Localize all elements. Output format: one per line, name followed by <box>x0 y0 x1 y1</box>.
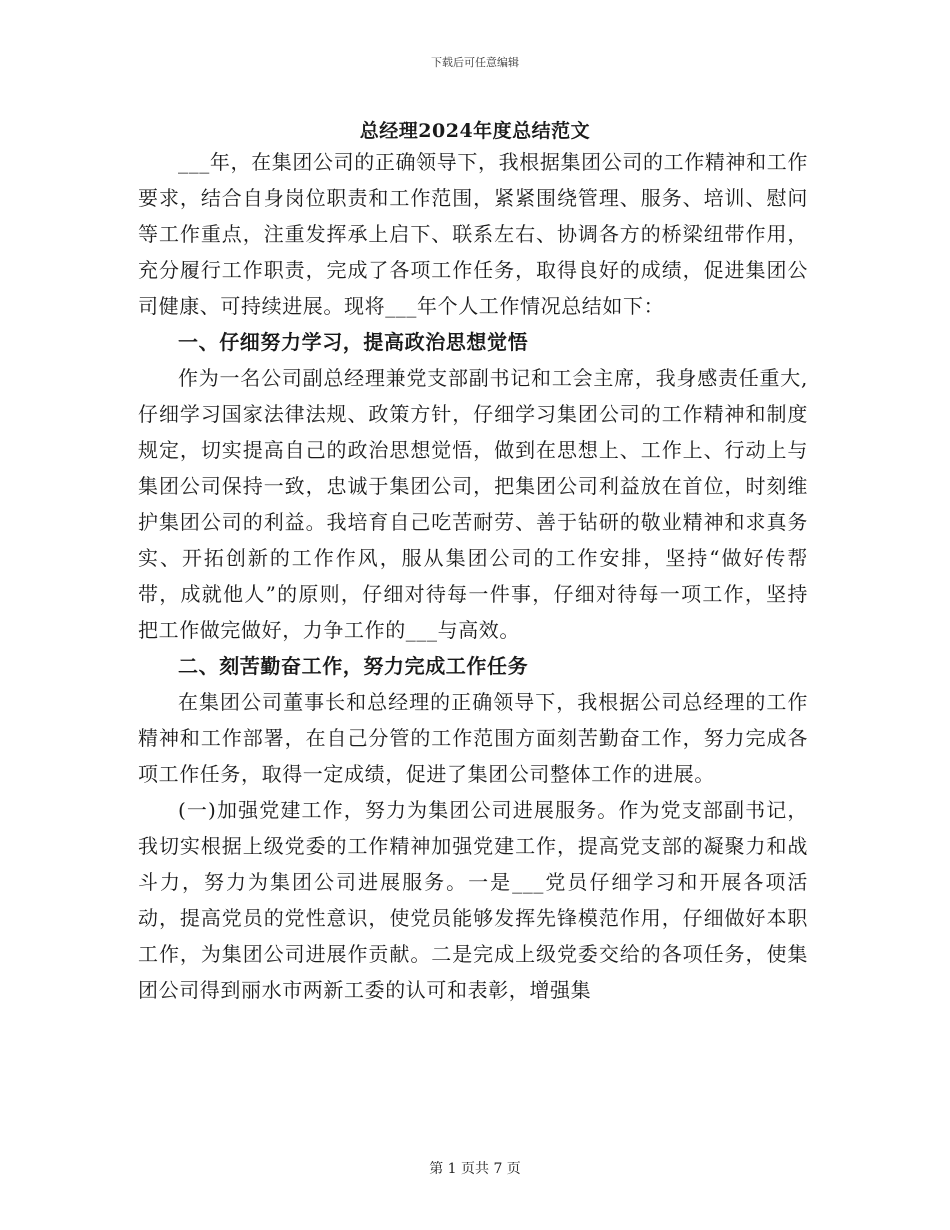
paragraph-intro: ___年，在集团公司的正确领导下，我根据集团公司的工作精神和工作要求，结合自身岗位职责和工作范围，紧紧围绕管理、服务、培训、慰问等工作重点，注重发挥承上启下、联系左右、协调各方的桥梁纽带作用，充分履行工作职责，完成了各项工作任务，取得良好的成绩，促进集团公司健康、可持续进展。现将___年个人工作情况总结如下： <box>138 150 808 318</box>
page-number-footer: 第 1 页共 7 页 <box>429 1161 521 1177</box>
document-body <box>138 144 808 1008</box>
paragraph-party-building: (一)加强党建工作，努力为集团公司进展服务。作为党支部副书记，我切实根据上级党委的工作精神加强党建工作，提高党支部的凝聚力和战斗力，努力为集团公司进展服务。一是___党员仔细学习和开展各项活动，提高党员的党性意识，使党员能够发挥先锋模范作用，仔细做好本职工作，为集团公司进展作贡献。二是完成上级党委交给的各项任务，使集团公司得到丽水市两新工委的认可和表彰，增强集 <box>138 798 808 1002</box>
header-note: 下载后可任意编辑 <box>431 56 519 69</box>
paragraph-study: 作为一名公司副总经理兼党支部副书记和工会主席，我身感责任重大,仔细学习国家法律法规、政策方针，仔细学习集团公司的工作精神和制度规定，切实提高自己的政治思想觉悟，做到在思想上、工作上、行动上与集团公司保持一致，忠诚于集团公司，把集团公司利益放在首位，时刻维护集团公司的利益。我培育自己吃苦耐劳、善于钻研的敬业精神和求真务实、开拓创新的工作作风，服从集团公司的工作安排，坚持“做好传帮带，成就他人”的原则，仔细对待每一件事，仔细对待每一项工作，坚持把工作做完做好，力争工作的___与高效。 <box>138 366 808 642</box>
document-title: 总经理2024年度总结范文 <box>359 120 591 142</box>
section-heading-2: 二、刻苦勤奋工作，努力完成工作任务 <box>178 654 529 678</box>
paragraph-work: 在集团公司董事长和总经理的正确领导下，我根据公司总经理的工作精神和工作部署，在自己分管的工作范围方面刻苦勤奋工作，努力完成各项工作任务，取得一定成绩，促进了集团公司整体工作的进展。 <box>138 690 808 786</box>
section-heading-1: 一、仔细努力学习，提高政治思想觉悟 <box>178 330 529 354</box>
